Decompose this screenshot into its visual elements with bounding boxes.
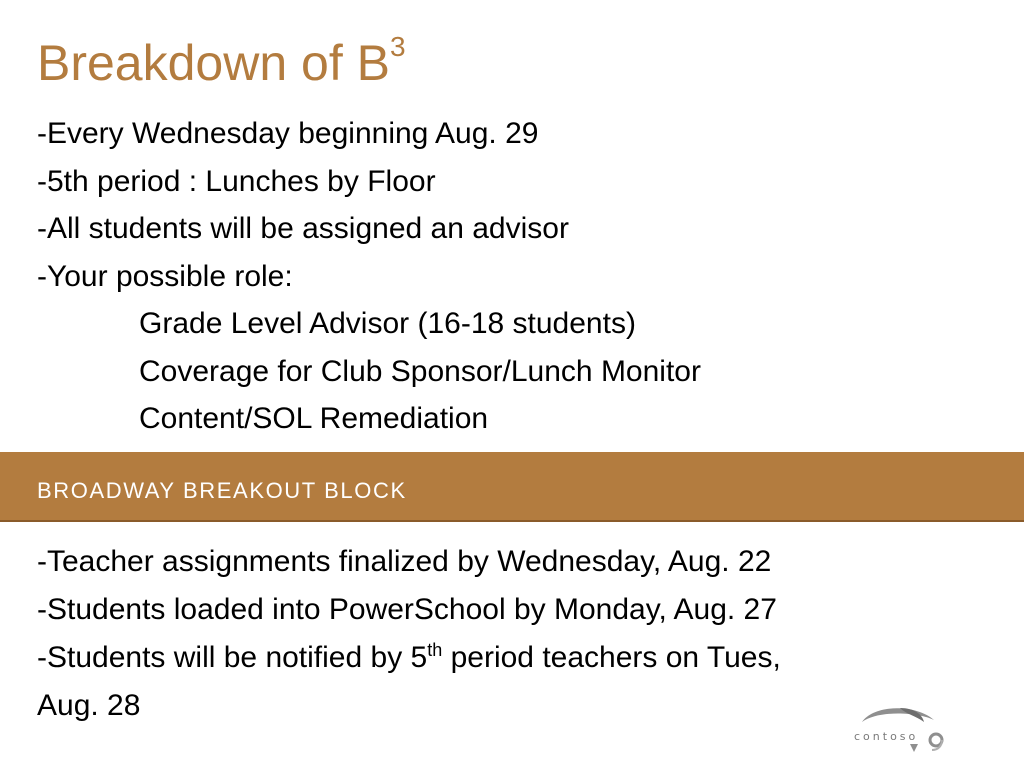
bullet-line: -All students will be assigned an advisor bbox=[37, 212, 569, 245]
notify-prefix: -Students will be notified by 5 bbox=[37, 641, 428, 674]
role-line: Coverage for Club Sponsor/Lunch Monitor bbox=[139, 354, 701, 388]
contoso-logo-icon bbox=[848, 700, 948, 762]
section-band bbox=[0, 452, 1024, 522]
bullet-line: -Your possible role: bbox=[37, 259, 293, 293]
notify-line bbox=[37, 634, 997, 682]
logo-text: contoso bbox=[854, 730, 919, 743]
top-content bbox=[37, 110, 997, 443]
bullet-line: -Teacher assignments finalized by Wednesday, Aug. 22 bbox=[37, 545, 772, 578]
bullet-line: -Students loaded into PowerSchool by Monday, Aug. 27 bbox=[37, 593, 777, 626]
title-text: Breakdown of B bbox=[37, 35, 390, 91]
slide-title bbox=[37, 31, 406, 91]
band-title: BROADWAY BREAKOUT BLOCK bbox=[37, 478, 407, 503]
title-superscript: 3 bbox=[389, 31, 406, 62]
notify-suffix: period teachers on Tues, bbox=[442, 641, 781, 674]
logo-mark bbox=[848, 700, 948, 762]
role-line: Content/SOL Remediation bbox=[139, 402, 489, 435]
bullet-line: -Every Wednesday beginning Aug. 29 bbox=[37, 117, 539, 150]
notify-superscript: th bbox=[427, 640, 443, 660]
role-line: Grade Level Advisor (16-18 students) bbox=[139, 307, 636, 340]
notify-continuation: Aug. 28 bbox=[37, 689, 141, 722]
bullet-line: -5th period : Lunches by Floor bbox=[37, 164, 436, 198]
